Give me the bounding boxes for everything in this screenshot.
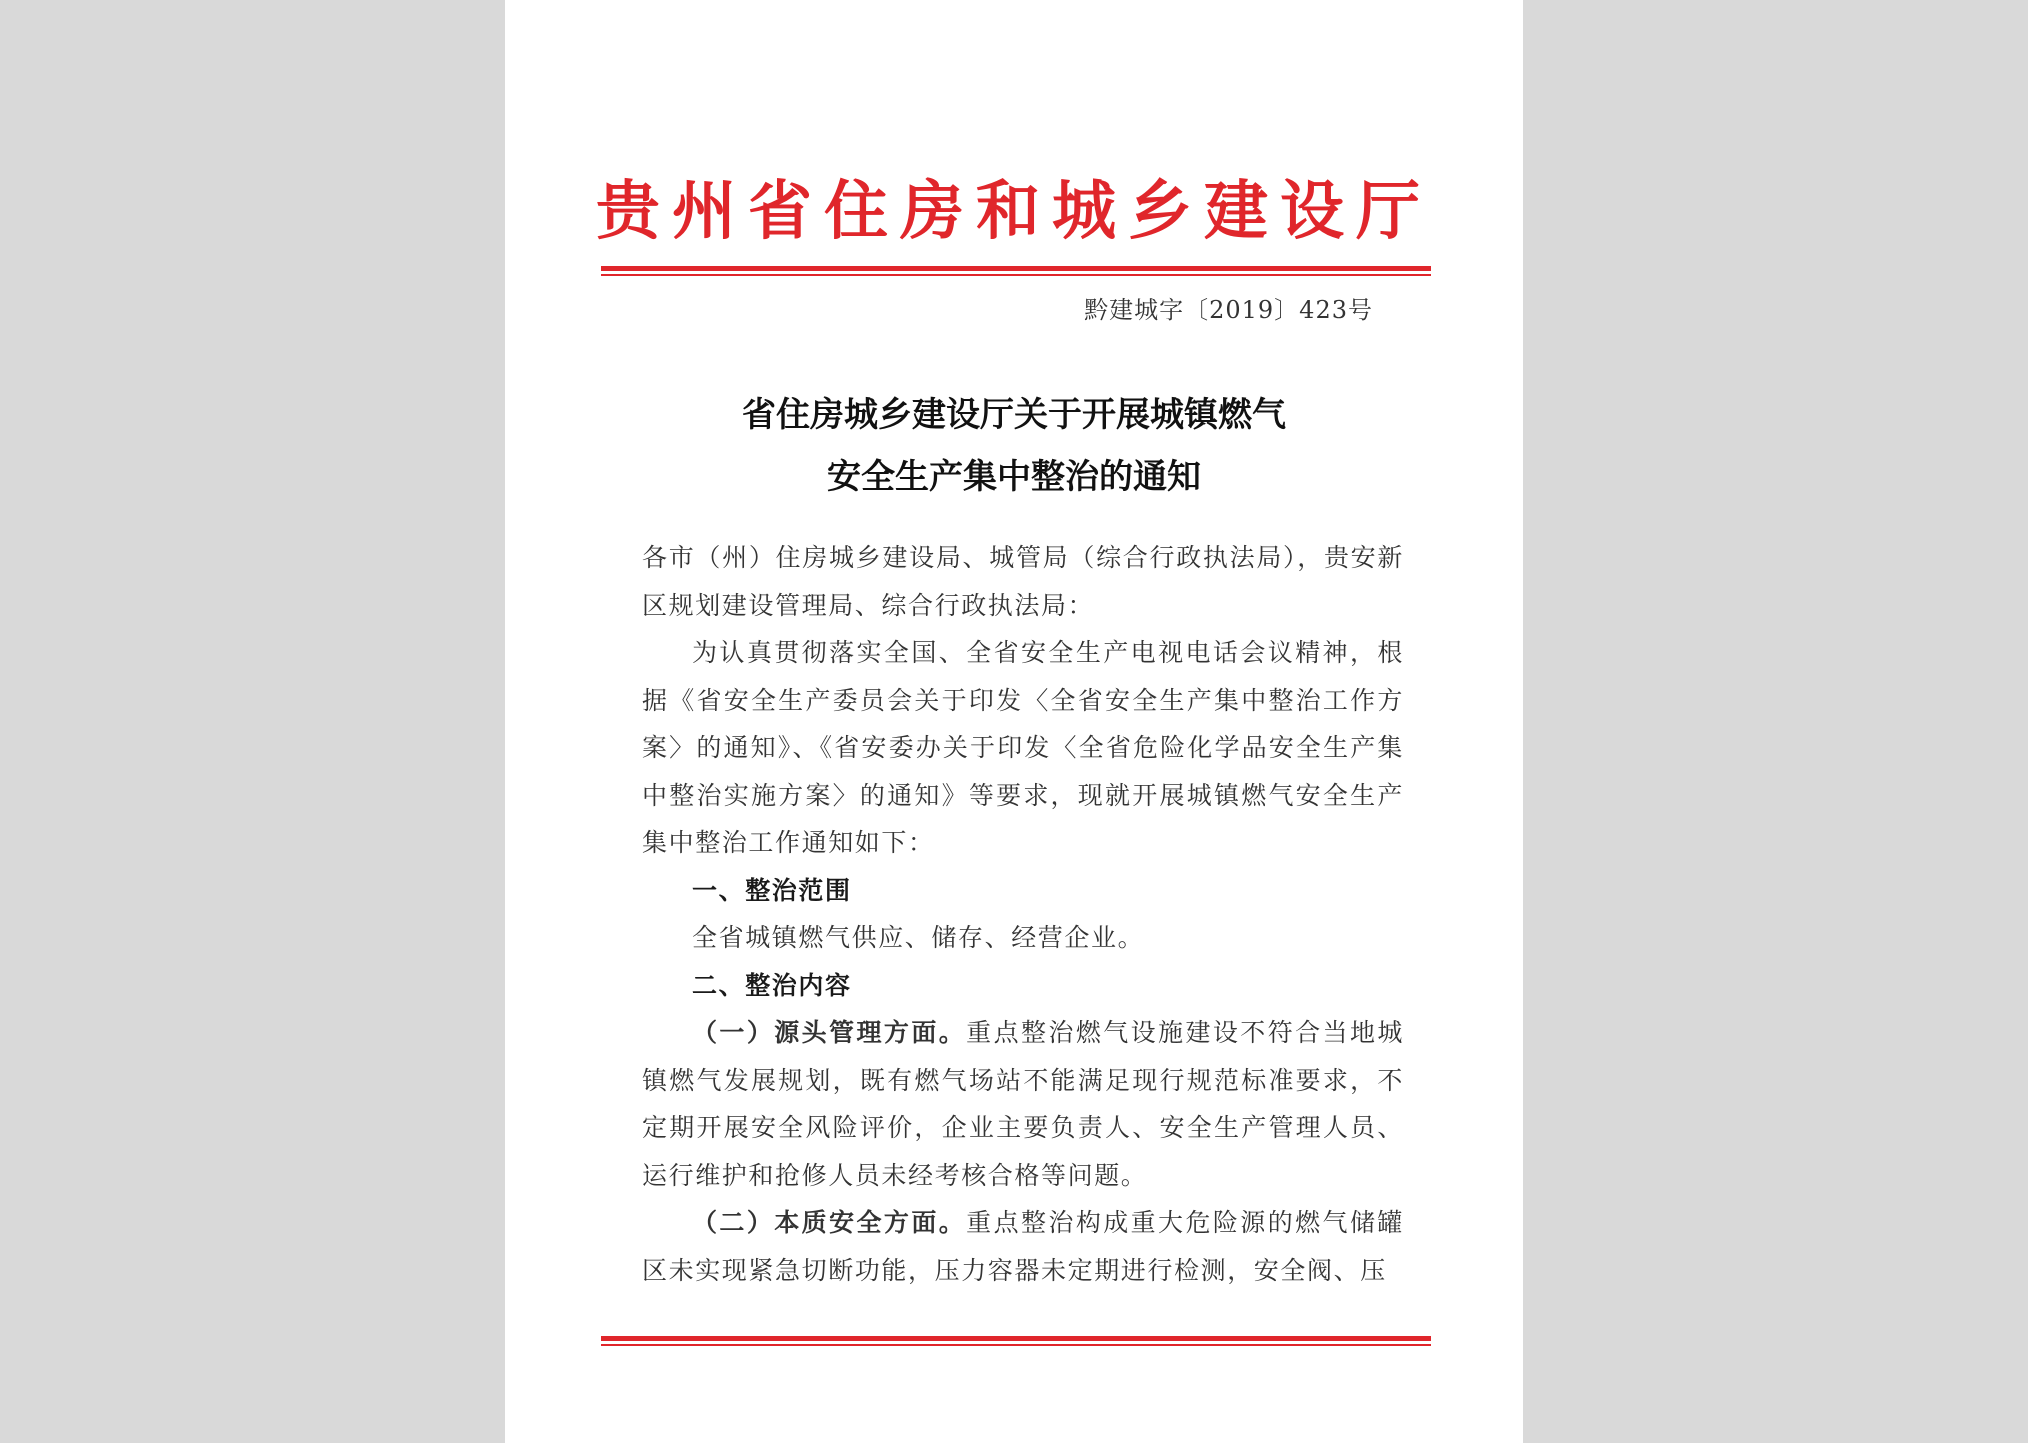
letterhead-org-name: 贵州省住房和城乡建设厅: [596, 175, 1432, 249]
document-number: 黔建城字〔2019〕423号: [1084, 296, 1373, 324]
document-page: [505, 0, 1523, 1443]
document-body: [642, 534, 1404, 1294]
item-2-text: 重点整治构成重大危险源的燃气储罐区未实现紧急切断功能，压力容器未定期进行检测，安全阀、压: [642, 1208, 1404, 1285]
letterhead-red-rule: [601, 266, 1431, 276]
item-1-lead: （一）源头管理方面。: [692, 1018, 967, 1047]
item-1-text: 重点整治燃气设施建设不符合当地城镇燃气发展规划，既有燃气场站不能满足现行规范标准要求，不定期开展安全风险评价，企业主要负责人、安全生产管理人员、运行维护和抢修人员未经考核合格等问题。: [642, 1018, 1404, 1190]
footer-red-rule: [601, 1336, 1431, 1346]
section-2-heading: 二、整治内容: [692, 970, 852, 1000]
title-line-2: 安全生产集中整治的通知: [827, 457, 1201, 497]
item-1-paragraph: [642, 1009, 1404, 1199]
document-title: [585, 384, 1443, 508]
item-2-paragraph: [642, 1199, 1404, 1294]
section-1-heading: 一、整治范围: [692, 875, 852, 905]
item-2-lead: （二）本质安全方面。: [692, 1208, 967, 1237]
section-1-text: 全省城镇燃气供应、储存、经营企业。: [692, 923, 1145, 952]
intro-paragraph: 为认真贯彻落实全国、全省安全生产电视电话会议精神，根据《省安全生产委员会关于印发〈全省安全生产集中整治工作方案〉的通知》、《省安委办关于印发〈全省危险化学品安全生产集中整治实施方案〉的通知》等要求，现就开展城镇燃气安全生产集中整治工作通知如下：: [642, 638, 1404, 857]
salutation: 各市（州）住房城乡建设局、城管局（综合行政执法局），贵安新区规划建设管理局、综合行政执法局：: [642, 543, 1404, 620]
title-line-1: 省住房城乡建设厅关于开展城镇燃气: [742, 395, 1286, 435]
